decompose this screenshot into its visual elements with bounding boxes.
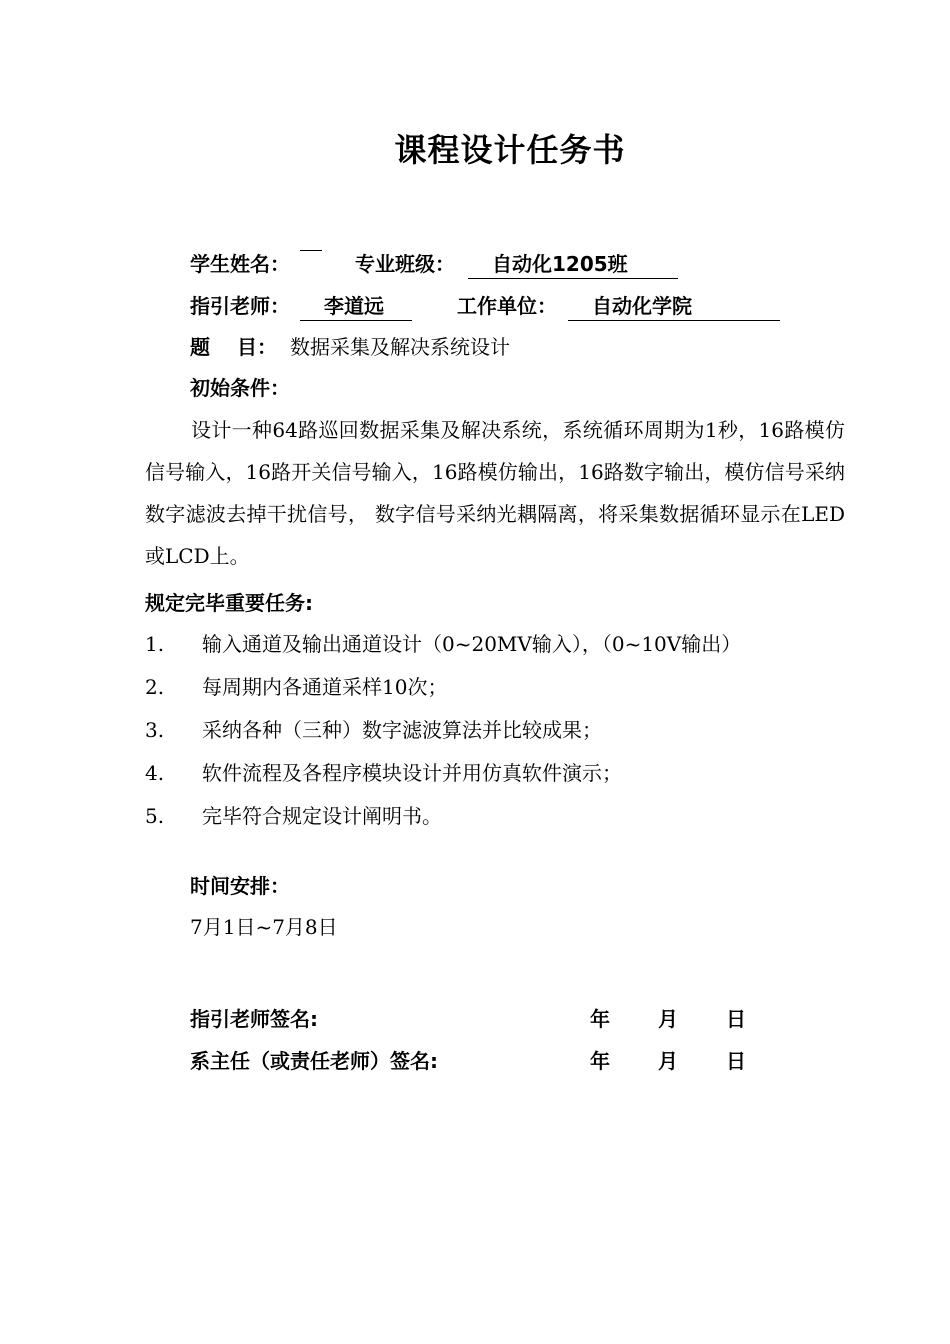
list-item-text: 完毕符合规定设计阐明书。 (202, 804, 442, 828)
topic-value: 数据采集及解决系统设计 (290, 335, 510, 359)
class-field (468, 250, 678, 279)
topic-label: 题 目： (190, 335, 277, 359)
teacher-value: 李道远 (324, 294, 384, 318)
teacher-signature-day: 日 (726, 1007, 746, 1031)
list-item (145, 673, 447, 701)
list-item-number: 5. (145, 804, 165, 828)
schedule-value: 7月1日~7月8日 (190, 915, 338, 939)
list-item (145, 716, 602, 744)
list-item-number: 2. (145, 675, 165, 699)
topic-value-row (290, 333, 510, 361)
unit-value: 自动化学院 (592, 294, 692, 318)
dean-signature-day: 日 (726, 1049, 746, 1073)
conditions-paragraph: 设计一种64路巡回数据采集及解决系统，系统循环周期为1秒，16路模仿信号输入，16路开关信号输入，16路模仿输出，16路数字输出，模仿信号采纳数字滤波去掉干扰信号， 数字信号采纳光耦隔离，将采集数据循环显示在LED或LCD上。 (145, 418, 845, 568)
teacher-field (300, 292, 412, 321)
page-title: 课程设计任务书 (394, 131, 626, 169)
list-item-text: 输入通道及输出通道设计（0~20MV输入），（0~10V输出） (202, 632, 742, 656)
topic-row (190, 333, 277, 361)
conditions-heading: 初始条件： (190, 376, 290, 400)
list-item (145, 802, 442, 830)
list-item-text: 软件流程及各程序模块设计并用仿真软件演示； (202, 761, 622, 785)
teacher-signature-row (190, 1005, 318, 1033)
class-value: 自动化1205班 (492, 252, 628, 276)
unit-label: 工作单位： (457, 294, 557, 318)
class-label: 专业班级： (355, 252, 455, 276)
schedule-value-row (190, 913, 338, 941)
dean-signature-row (190, 1047, 438, 1075)
class-row (355, 250, 455, 278)
teacher-row (190, 292, 290, 320)
schedule-heading: 时间安排： (190, 874, 290, 898)
dean-signature-label: 系主任（或责任老师）签名: (190, 1049, 438, 1073)
list-item-number: 4. (145, 761, 165, 785)
list-item (145, 630, 741, 658)
list-item-number: 1. (145, 632, 165, 656)
student-name-label: 学生姓名： (190, 252, 290, 276)
list-item-number: 3. (145, 718, 165, 742)
unit-row (457, 292, 557, 320)
student-row (190, 250, 290, 278)
tasks-heading-row (145, 589, 313, 617)
unit-field (568, 292, 780, 321)
list-item (145, 759, 622, 787)
teacher-signature-month: 月 (658, 1007, 678, 1031)
dean-signature-year: 年 (590, 1049, 610, 1073)
conditions-heading-row (190, 374, 290, 402)
teacher-label: 指引老师： (190, 294, 290, 318)
teacher-signature-year: 年 (590, 1007, 610, 1031)
student-name-field (300, 250, 322, 251)
schedule-heading-row (190, 872, 290, 900)
tasks-heading: 规定完毕重要任务: (145, 591, 313, 615)
teacher-signature-label: 指引老师签名: (190, 1007, 318, 1031)
list-item-text: 采纳各种（三种）数字滤波算法并比较成果； (202, 718, 602, 742)
dean-signature-month: 月 (658, 1049, 678, 1073)
list-item-text: 每周期内各通道采样10次； (202, 675, 448, 699)
